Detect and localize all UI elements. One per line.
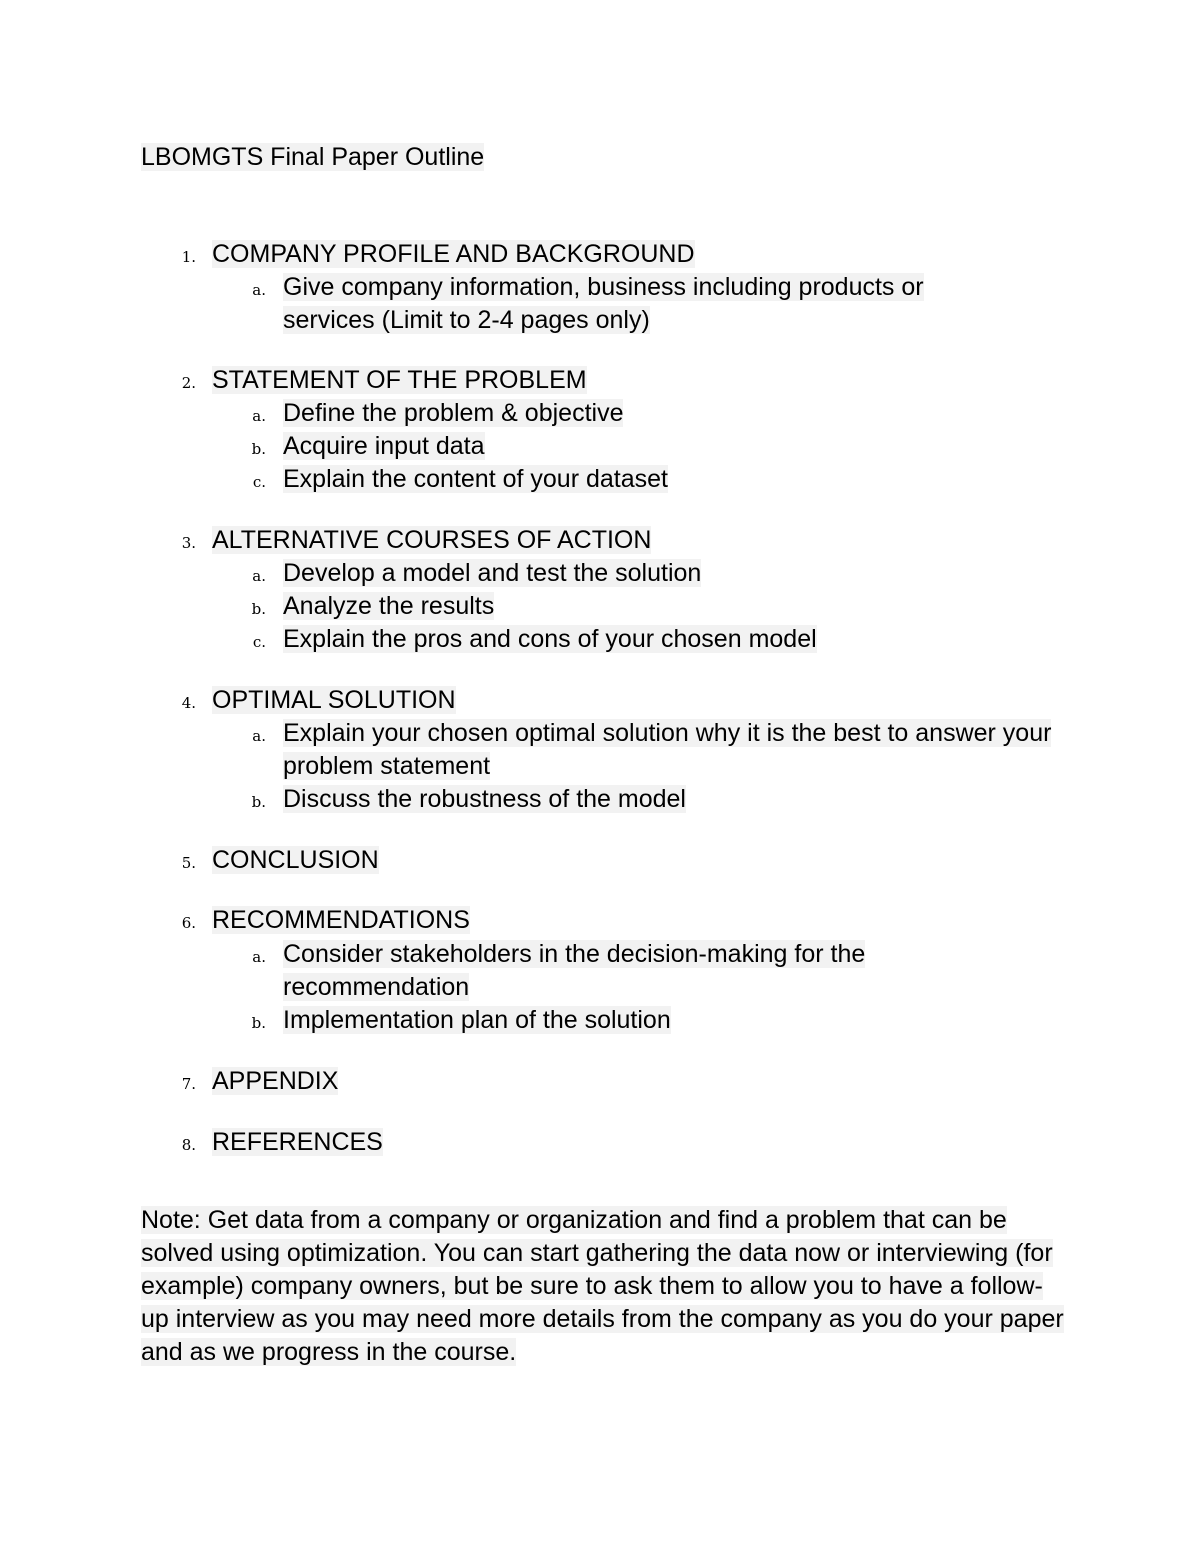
section-number: 1.: [181, 248, 196, 266]
document-title: LBOMGTS Final Paper Outline: [141, 143, 485, 171]
list-item: Acquire input data: [283, 432, 485, 460]
section-heading: STATEMENT OF THE PROBLEM: [212, 366, 587, 394]
list-item: Give company information, business including products or services (Limit to 2-4 pages only): [283, 273, 924, 334]
item-letter: a.: [252, 727, 266, 745]
list-item: Implementation plan of the solution: [283, 1006, 671, 1034]
section-number: 2.: [181, 374, 196, 392]
note-paragraph: Note: Get data from a company or organization and find a problem that can be solved using optimization. You can start gathering the data now or interviewing (for example) company owners, but be sure to ask them to allow you to have a follow-up interview as you may need more details from the company as you do your paper and as we progress in the course.: [141, 1206, 1064, 1366]
section-heading: CONCLUSION: [212, 846, 379, 874]
item-letter: b.: [251, 600, 266, 618]
list-item: Analyze the results: [283, 592, 495, 620]
section-heading: RECOMMENDATIONS: [212, 906, 470, 934]
item-letter: a.: [252, 567, 266, 585]
item-letter: a.: [252, 948, 266, 966]
item-letter: a.: [252, 407, 266, 425]
item-letter: b.: [251, 440, 266, 458]
item-letter: b.: [251, 1014, 266, 1032]
section-number: 3.: [181, 534, 196, 552]
item-letter: c.: [252, 473, 266, 491]
list-item: Explain the content of your dataset: [283, 465, 668, 493]
list-item: Develop a model and test the solution: [283, 559, 702, 587]
section-heading: ALTERNATIVE COURSES OF ACTION: [212, 526, 652, 554]
item-letter: a.: [252, 281, 266, 299]
list-item: Explain the pros and cons of your chosen model: [283, 625, 817, 653]
section-number: 4.: [181, 694, 196, 712]
item-letter: b.: [251, 793, 266, 811]
section-number: 7.: [181, 1075, 196, 1093]
section-number: 5.: [181, 854, 196, 872]
section-heading: OPTIMAL SOLUTION: [212, 686, 456, 714]
list-item: Define the problem & objective: [283, 399, 624, 427]
list-item: Consider stakeholders in the decision-making for the recommendation: [283, 940, 866, 1001]
list-item: Discuss the robustness of the model: [283, 785, 686, 813]
section-heading: REFERENCES: [212, 1128, 383, 1156]
section-heading: APPENDIX: [212, 1067, 339, 1095]
section-number: 8.: [181, 1136, 196, 1154]
item-letter: c.: [252, 633, 266, 651]
list-item: Explain your chosen optimal solution why it is the best to answer your problem statement: [283, 719, 1052, 780]
section-heading: COMPANY PROFILE AND BACKGROUND: [212, 240, 695, 268]
section-number: 6.: [181, 914, 196, 932]
